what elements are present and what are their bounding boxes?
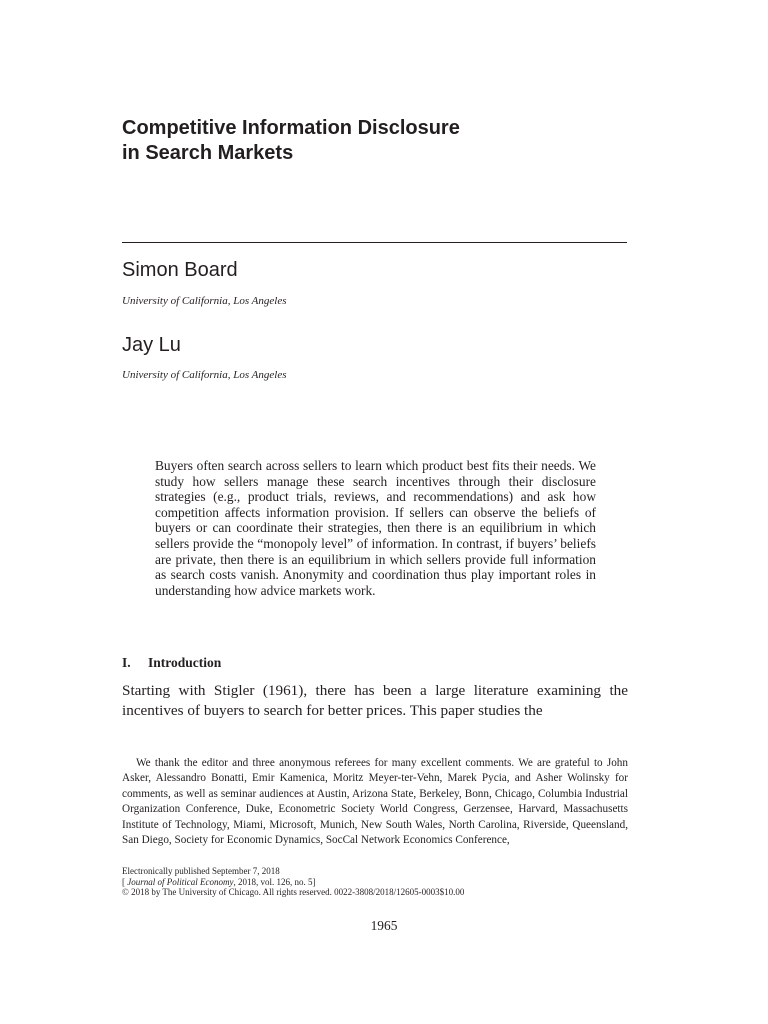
section-heading	[122, 655, 221, 671]
article-title-line-2: in Search Markets	[122, 142, 294, 164]
article-title	[122, 116, 642, 166]
title-divider	[122, 242, 627, 243]
journal-name: Journal of Political Economy	[127, 876, 234, 887]
publication-info	[122, 866, 628, 898]
introduction-text: Starting with Stigler (1961), there has been a large literature examining the incentives of buyers to search for better prices. This paper studies the	[122, 682, 628, 719]
author-affiliation-1: University of California, Los Angeles	[122, 295, 287, 307]
copyright-line: © 2018 by The University of Chicago. All rights reserved. 0022-3808/2018/12605-0003$10.00	[122, 887, 465, 898]
author-affiliation-2: University of California, Los Angeles	[122, 369, 287, 381]
citation-bracket: [	[122, 876, 128, 887]
electronic-publication-date: Electronically published September 7, 2018	[122, 866, 280, 876]
footnote-text: We thank the editor and three anonymous referees for many excellent comments. We are grateful to John Asker, Alessandro Bonatti, Emir Kamenica, Moritz Meyer-ter-Vehn, Marek Pycia, and Asher Wolinsky for comments, as well as seminar audiences at Austin, Arizona State, Berkeley, Bonn, Chicago, Columbia Industrial Organization Conference, Duke, Econometric Society World Congress, Gerzensee, Harvard, Massachusetts Institute of Technology, Miami, Microsoft, Munich, New South Wales, North Carolina, Riverside, Queensland, San Diego, Society for Economic Dynamics, SocCal Network Economics Conference,	[122, 757, 628, 847]
introduction-body	[122, 681, 628, 720]
author-name-1: Simon Board	[122, 259, 238, 281]
abstract	[155, 458, 596, 598]
citation-details: , 2018, vol. 126, no. 5]	[233, 876, 316, 887]
section-number: I.	[122, 655, 131, 670]
journal-citation	[122, 877, 628, 888]
abstract-text: Buyers often search across sellers to learn which product best fits their needs. We study how sellers manage these search incentives through their disclosure strategies (e.g., product trials, reviews, and recommendations) and ask how competition affects information provision. If sellers can observe the beliefs of buyers or can coordinate their strategies, then there is an equilibrium in which sellers provide the “monopoly level” of information. In contrast, if buyers’ beliefs are private, then there is an equilibrium in which sellers provide full information as search costs vanish. Anonymity and coordination thus play important roles in understanding how advice markets work.	[155, 458, 596, 598]
article-title-line-1: Competitive Information Disclosure	[122, 117, 460, 139]
acknowledgment-footnote	[122, 756, 628, 848]
page-number: 1965	[370, 918, 398, 933]
author-name-2: Jay Lu	[122, 334, 181, 356]
section-title: Introduction	[148, 655, 222, 670]
